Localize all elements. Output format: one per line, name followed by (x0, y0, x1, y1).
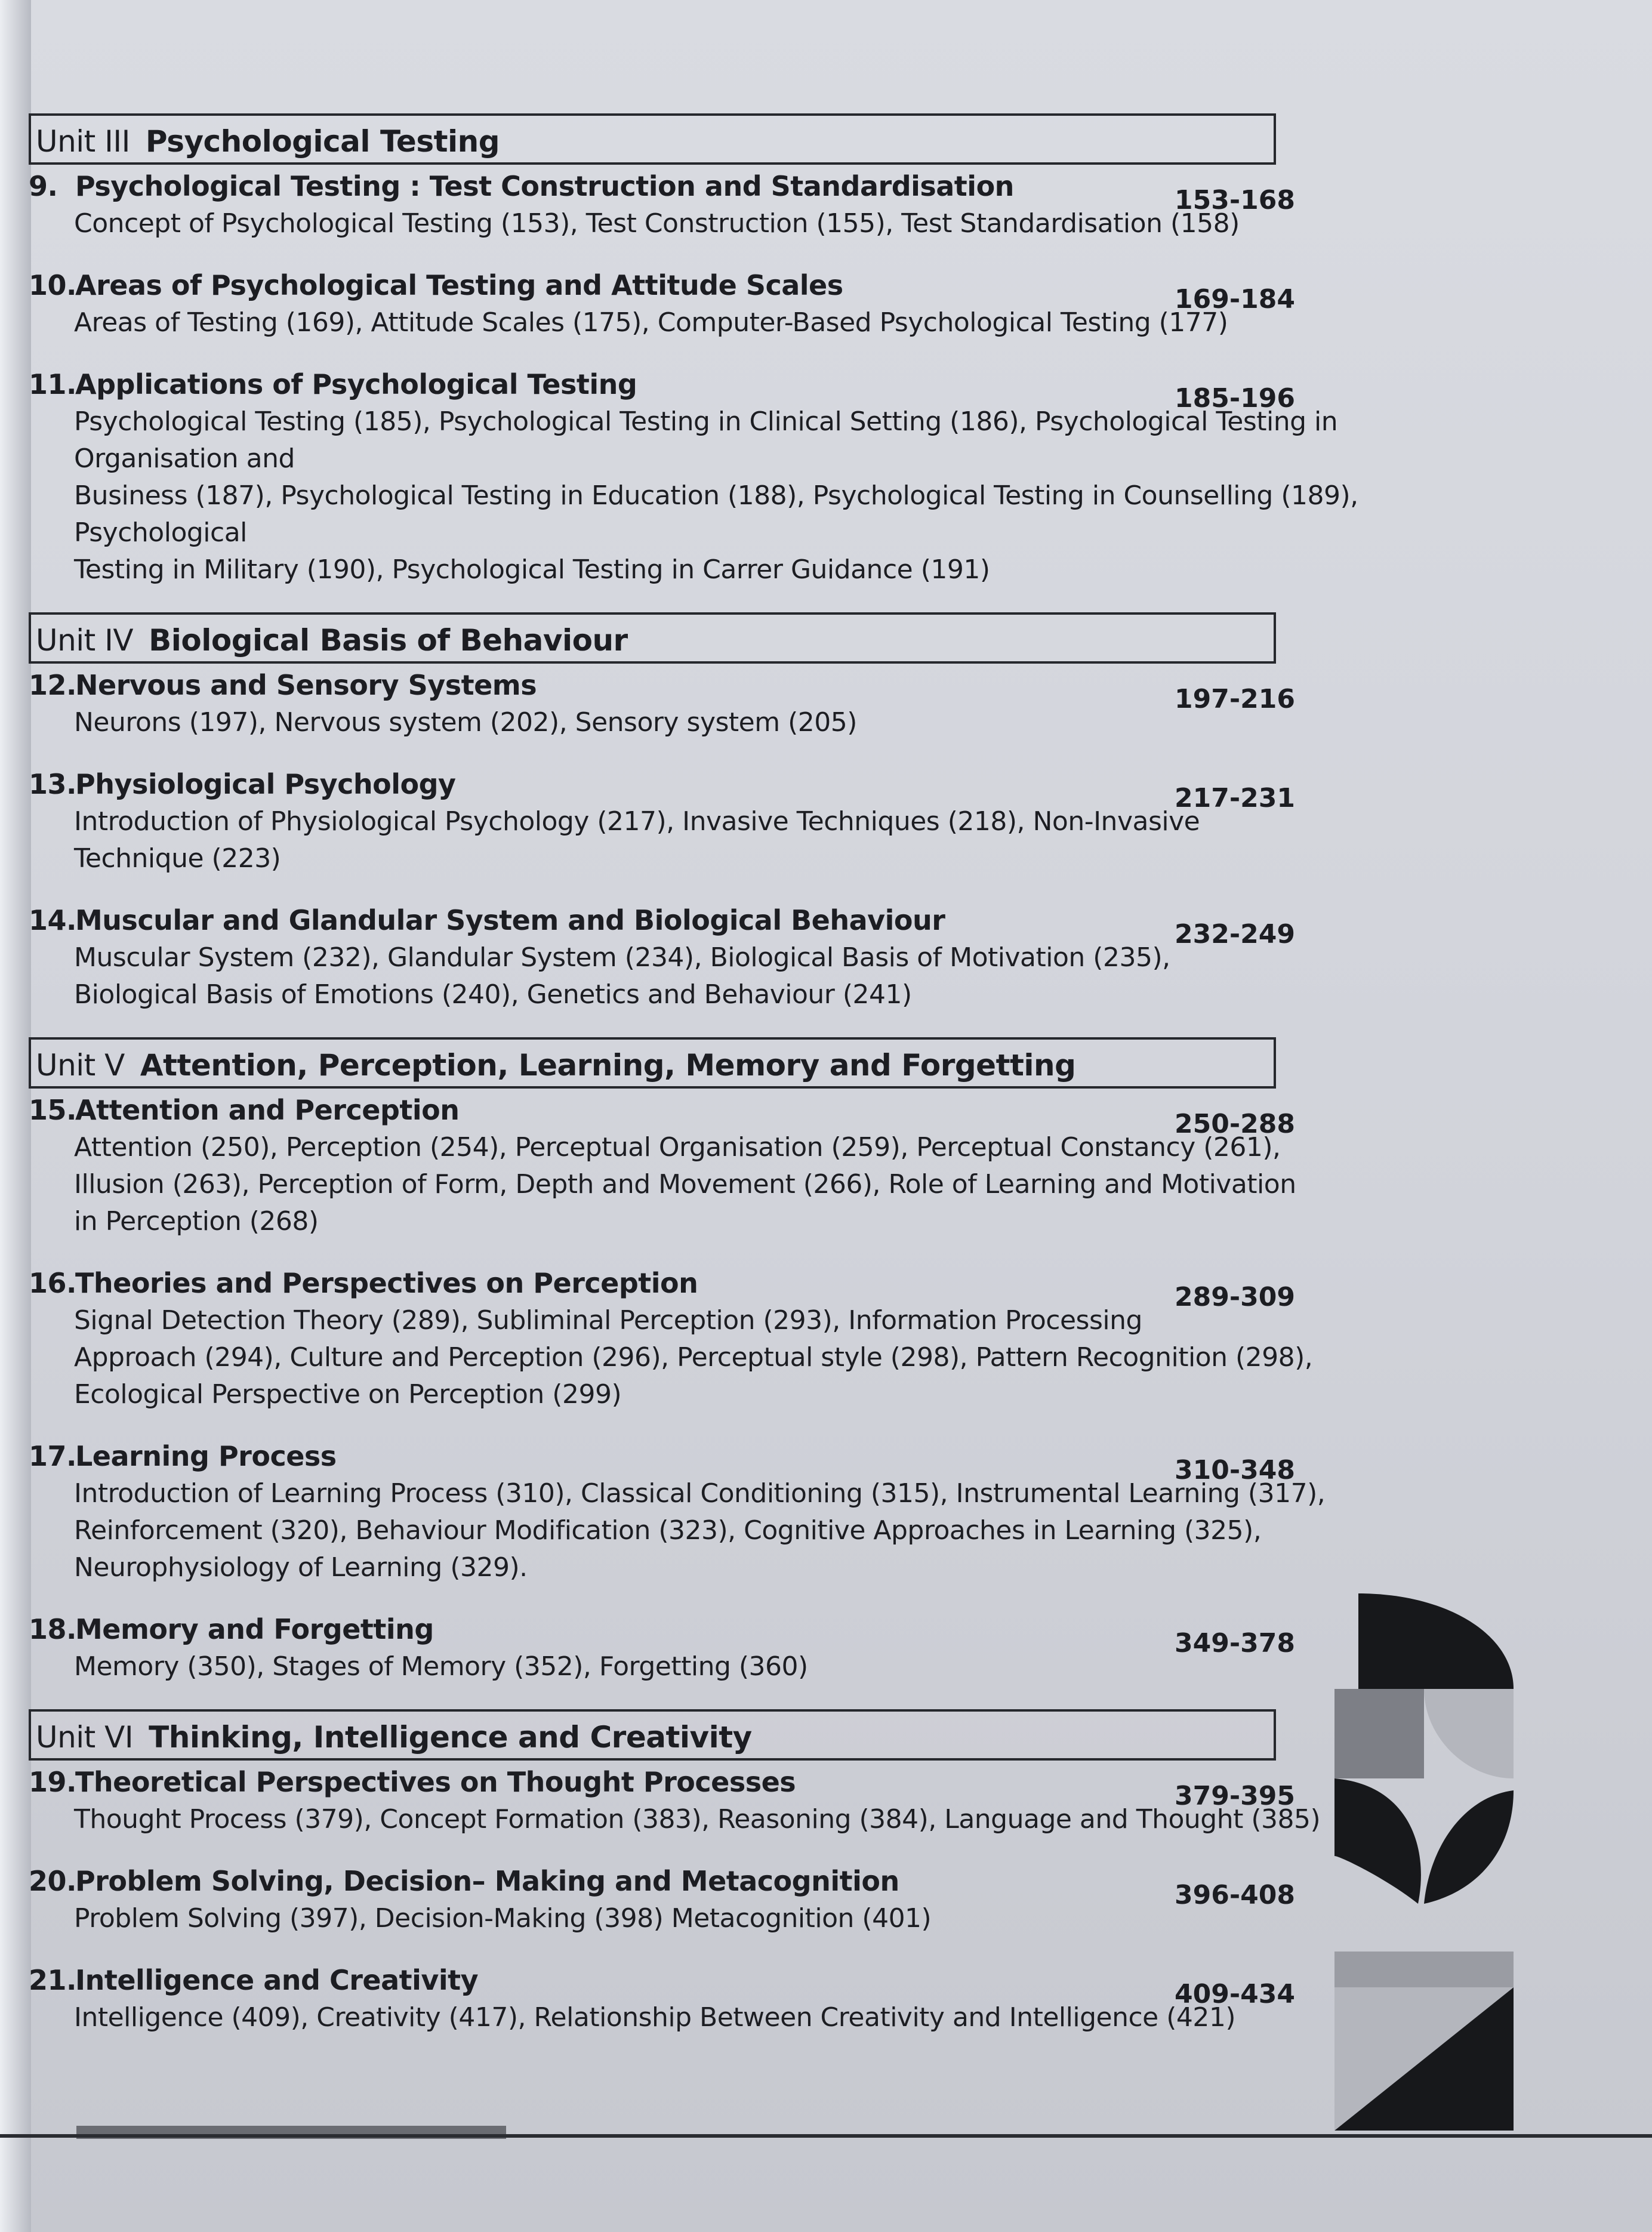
topic-line: Problem Solving (397), Decision-Making (398) Metacognition (401) (74, 1903, 932, 1934)
topic-line: Neurophysiology of Learning (329). (74, 1552, 528, 1583)
chapter-topics (74, 704, 1262, 741)
unit-heading (29, 612, 1276, 664)
chapter-title: Attention and Perception (75, 1094, 460, 1126)
unit-number: Unit V (36, 1048, 125, 1083)
chapter-entry (29, 1862, 1300, 1937)
chapter-topics (74, 1302, 1313, 1413)
chapter-page-range: 396-408 (1175, 1880, 1295, 1910)
unit-title: Psychological Testing (145, 124, 500, 159)
chapter-topics (74, 1475, 1326, 1586)
chapter-entry (29, 1264, 1313, 1413)
chapter-number: 12. (29, 669, 76, 701)
chapter-entry (29, 1091, 1300, 1240)
topic-line: Introduction of Physiological Psychology (217), Invasive Techniques (218), Non-Invasive (74, 806, 1200, 837)
chapter-page-range: 289-309 (1175, 1282, 1295, 1312)
chapter-entry (29, 1437, 1326, 1586)
chapter-entry (29, 1961, 1300, 2036)
chapter-page-range: 169-184 (1175, 284, 1295, 315)
topic-line: Psychological (74, 517, 247, 548)
topic-line: Business (187), Psychological Testing in Education (188), Psychological Testing in Counselling (189), (74, 480, 1358, 511)
deco-leaf-right (1424, 1790, 1514, 1904)
chapter-title: Nervous and Sensory Systems (75, 669, 537, 701)
chapter-number: 17. (29, 1440, 76, 1472)
chapter-number: 13. (29, 768, 76, 800)
chapter-title: Psychological Testing : Test Construction and Standardisation (75, 170, 1014, 202)
topic-line: Signal Detection Theory (289), Subliminal Perception (293), Information Processing (74, 1305, 1142, 1336)
chapter-entry (29, 266, 1300, 341)
deco-half-left (1334, 1778, 1421, 1904)
chapter-page-range: 409-434 (1175, 1979, 1295, 2009)
chapter-number: 9. (29, 170, 58, 202)
chapter-page-range: 310-348 (1175, 1455, 1295, 1485)
unit-section (29, 113, 1358, 588)
chapter-entry (29, 1610, 1300, 1685)
chapter-topics (74, 1648, 1262, 1685)
unit-title: Attention, Perception, Learning, Memory and Forgetting (140, 1048, 1076, 1083)
chapter-topics (74, 205, 1262, 242)
chapter-topics (74, 1801, 1321, 1838)
chapter-title: Theories and Perspectives on Perception (75, 1267, 698, 1299)
chapter-page-range: 379-395 (1175, 1781, 1295, 1811)
chapter-entry (29, 365, 1358, 588)
unit-section (29, 1709, 1321, 2036)
unit-heading (29, 113, 1276, 165)
unit-heading (29, 1037, 1276, 1089)
topic-line: Psychological Testing (185), Psychological Testing in Clinical Setting (186), Psychological Testing in (74, 406, 1338, 437)
chapter-page-range: 185-196 (1175, 383, 1295, 414)
chapter-title: Applications of Psychological Testing (75, 368, 637, 400)
geometric-decoration (1334, 1593, 1514, 2131)
chapter-number: 20. (29, 1865, 76, 1897)
chapter-page-range: 153-168 (1175, 185, 1295, 215)
topic-line: Reinforcement (320), Behaviour Modification (323), Cognitive Approaches in Learning (325), (74, 1515, 1262, 1546)
chapter-number: 15. (29, 1094, 76, 1126)
unit-number: Unit IV (36, 623, 134, 658)
topic-line: Biological Basis of Emotions (240), Genetics and Behaviour (241) (74, 979, 912, 1010)
chapter-number: 19. (29, 1766, 76, 1798)
deco-quarter-top (1358, 1593, 1514, 1689)
chapter-page-range: 232-249 (1175, 919, 1295, 949)
table-of-contents (29, 113, 1358, 2060)
chapter-title: Theoretical Perspectives on Thought Processes (75, 1766, 796, 1798)
topic-line: Approach (294), Culture and Perception (296), Perceptual style (298), Pattern Recognition (298), (74, 1342, 1313, 1373)
topic-line: Attention (250), Perception (254), Perceptual Organisation (259), Perceptual Constancy (261), (74, 1132, 1281, 1163)
unit-heading (29, 1709, 1276, 1761)
topic-line: in Perception (268) (74, 1206, 319, 1237)
topic-line: Neurons (197), Nervous system (202), Sensory system (205) (74, 707, 857, 738)
chapter-entry (29, 167, 1300, 242)
chapter-entry (29, 901, 1300, 1013)
chapter-topics (74, 1999, 1262, 2036)
chapter-page-range: 250-288 (1175, 1109, 1295, 1139)
unit-number: Unit III (36, 124, 130, 159)
chapter-topics (74, 803, 1262, 877)
chapter-title: Intelligence and Creativity (75, 1964, 479, 1996)
topic-line: Technique (223) (74, 843, 281, 874)
topic-line: Testing in Military (190), Psychological Testing in Carrer Guidance (191) (74, 554, 990, 585)
topic-line: Organisation and (74, 443, 295, 474)
chapter-number: 16. (29, 1267, 76, 1299)
chapter-topics (74, 304, 1262, 341)
chapter-number: 14. (29, 904, 76, 936)
chapter-number: 10. (29, 269, 76, 301)
topic-line: Muscular System (232), Glandular System (234), Biological Basis of Motivation (235), (74, 942, 1170, 973)
chapter-number: 11. (29, 368, 76, 400)
chapter-entry (29, 765, 1300, 877)
chapter-topics (74, 1900, 1262, 1937)
unit-number: Unit VI (36, 1720, 134, 1755)
footer-rule (0, 2134, 1652, 2138)
unit-title: Biological Basis of Behaviour (149, 623, 628, 658)
topic-line: Areas of Testing (169), Attitude Scales (175), Computer-Based Psychological Testing (177) (74, 307, 1228, 338)
topic-line: Illusion (263), Perception of Form, Depth and Movement (266), Role of Learning and Motivation (74, 1169, 1296, 1200)
chapter-topics (74, 403, 1358, 588)
unit-section (29, 612, 1300, 1013)
chapter-title: Areas of Psychological Testing and Attitude Scales (75, 269, 843, 301)
chapter-title: Muscular and Glandular System and Biological Behaviour (75, 904, 945, 936)
topic-line: Intelligence (409), Creativity (417), Relationship Between Creativity and Intelligence (421) (74, 2002, 1236, 2033)
chapter-title: Learning Process (75, 1440, 337, 1472)
chapter-title: Memory and Forgetting (75, 1613, 434, 1645)
deco-quarter-grey (1424, 1689, 1514, 1778)
topic-line: Introduction of Learning Process (310), Classical Conditioning (315), Instrumental Learning (317), (74, 1478, 1326, 1509)
chapter-number: 18. (29, 1613, 76, 1645)
chapter-entry (29, 1763, 1321, 1838)
chapter-page-range: 217-231 (1175, 783, 1295, 813)
chapter-title: Physiological Psychology (75, 768, 456, 800)
chapter-entry (29, 666, 1300, 741)
unit-title: Thinking, Intelligence and Creativity (149, 1720, 752, 1755)
page-gutter-shadow (0, 0, 31, 2232)
topic-line: Ecological Perspective on Perception (299) (74, 1379, 622, 1410)
topic-line: Thought Process (379), Concept Formation (383), Reasoning (384), Language and Thought (385) (74, 1804, 1321, 1835)
chapter-title: Problem Solving, Decision– Making and Metacognition (75, 1865, 899, 1897)
chapter-topics (74, 1129, 1296, 1240)
topic-line: Concept of Psychological Testing (153), Test Construction (155), Test Standardisation (158) (74, 208, 1240, 239)
chapter-topics (74, 939, 1262, 1013)
deco-square-grey (1334, 1689, 1424, 1778)
topic-line: Memory (350), Stages of Memory (352), Forgetting (360) (74, 1651, 808, 1682)
unit-section (29, 1037, 1326, 1685)
chapter-page-range: 197-216 (1175, 684, 1295, 714)
chapter-number: 21. (29, 1964, 76, 1996)
chapter-page-range: 349-378 (1175, 1628, 1295, 1658)
